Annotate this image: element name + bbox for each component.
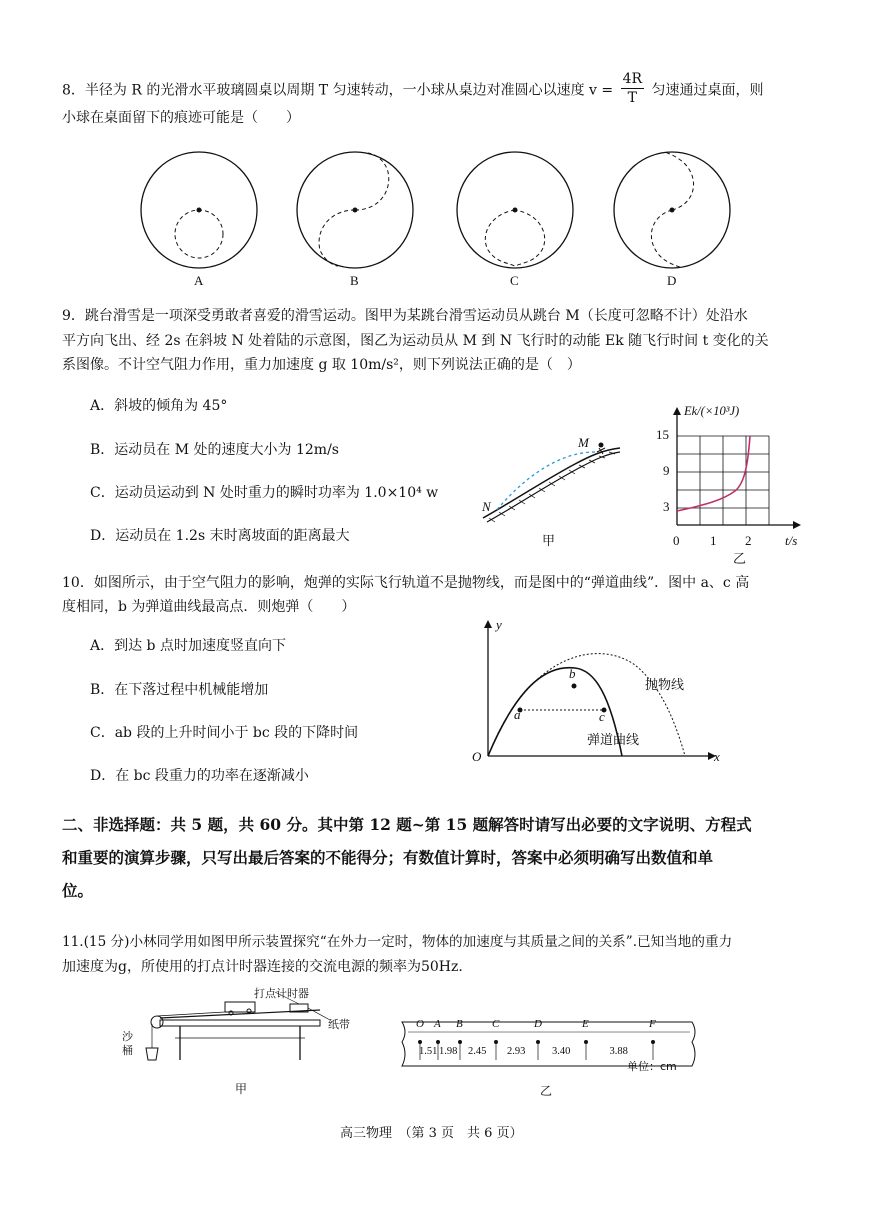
tape-label-e: E	[582, 1018, 589, 1030]
q8-label-d: D	[667, 273, 677, 288]
q8-circle-d	[614, 152, 730, 268]
q10-option-d: D．在 bc 段重力的功率在逐渐减小	[90, 768, 309, 784]
q8-label-b: B	[350, 273, 359, 288]
q11-tape-label: 纸带	[328, 1018, 350, 1031]
q8-circle-a	[141, 152, 257, 268]
section2-line3: 位。	[62, 881, 94, 900]
q9-ek-curve	[677, 436, 750, 511]
q11-caption-jia: 甲	[235, 1082, 248, 1096]
tape-label-o: O	[416, 1018, 424, 1030]
tape-distance: 2.93	[507, 1046, 526, 1057]
tape-label-a: A	[434, 1018, 441, 1030]
tape-distance: 1.98	[439, 1046, 458, 1057]
tape-distance: 3.40	[552, 1046, 571, 1057]
q10-axis-y: y	[496, 617, 502, 632]
q10-option-a: A．到达 b 点时加速度竖直向下	[90, 638, 286, 654]
q9-label-m: M	[578, 435, 589, 450]
q8-circle-b	[297, 152, 413, 268]
q10-origin: O	[472, 749, 482, 764]
q10-option-c: C．ab 段的上升时间小于 bc 段的下降时间	[90, 725, 359, 741]
q9-graph-xlabel: t/s	[785, 533, 798, 548]
q10-point-b: b	[569, 666, 576, 681]
section2-line1: 二、非选择题：共 5 题，共 60 分。其中第 12 题~第 15 题解答时请写出必要的文字说明、方程式	[62, 815, 752, 834]
q10-line1: 10．如图所示，由于空气阻力的影响，炮弹的实际飞行轨道不是抛物线，而是图中的“弹道曲线”．图中 a、c 高	[62, 575, 750, 591]
q9-option-a: A．斜坡的倾角为 45°	[90, 398, 228, 414]
q8-fraction	[621, 70, 644, 107]
q11-apparatus	[115, 990, 335, 1075]
q9-option-c: C．运动员运动到 N 处时重力的瞬时功率为 1.0×10⁴ w	[90, 485, 439, 501]
q9-option-b: B．运动员在 M 处的速度大小为 12m/s	[90, 442, 339, 458]
q11-caption-yi: 乙	[540, 1084, 553, 1098]
q9-xtick-1: 1	[710, 533, 717, 548]
q11-timer-label: 打点计时器	[254, 987, 309, 1000]
tape-label-c: C	[492, 1018, 500, 1030]
q9-ytick-3: 3	[663, 499, 670, 514]
q9-graph-ylabel: Ek/(×10³J)	[684, 404, 740, 418]
q8-text-a: 8．半径为 R 的光滑水平玻璃圆桌以周期 T 匀速转动，一小球从桌边对准圆心以速度 v =	[62, 82, 614, 99]
section2-line2: 和重要的演算步骤，只写出最后答案的不能得分；有数值计算时，答案中必须明确写出数值和单	[62, 848, 714, 867]
q8-label-a: A	[194, 273, 204, 288]
tape-label-d: D	[534, 1018, 542, 1030]
q9-ytick-15: 15	[656, 427, 669, 442]
q11-line2: 加速度为g，所使用的打点计时器连接的交流电源的频率为50Hz.	[62, 959, 463, 975]
q9-caption-jia: 甲	[542, 533, 556, 548]
q11-bucket-label: 沙桶	[122, 1030, 133, 1057]
q8-figures	[130, 150, 830, 295]
tape-label-f: F	[649, 1018, 656, 1030]
page-footer: 高三物理 （第 3 页 共 6 页）	[340, 1126, 523, 1141]
q8-label-c: C	[510, 273, 519, 288]
q10-option-b: B．在下落过程中机械能增加	[90, 682, 269, 698]
q9-caption-yi: 乙	[733, 551, 747, 566]
q9-label-n: N	[482, 499, 491, 514]
q10-axis-x: x	[714, 749, 720, 764]
q9-line1: 9．跳台滑雪是一项深受勇敢者喜爱的滑雪运动。图甲为某跳台滑雪运动员从跳台 M（长度可忽略不计）处沿水	[62, 308, 748, 324]
q8-frac-den: T	[627, 90, 637, 106]
q8-circle-c	[457, 152, 573, 268]
q10-trajectory-label: 弹道曲线	[587, 732, 640, 747]
q8-frac-num: 4R	[622, 71, 643, 87]
q8-line2: 小球在桌面留下的痕迹可能是（ ）	[62, 110, 300, 126]
tape-distance: 3.88	[609, 1046, 628, 1057]
q10-point-a: a	[514, 707, 521, 722]
q10-point-c: c	[599, 709, 605, 724]
q9-xtick-2: 2	[745, 533, 752, 548]
q9-ytick-9: 9	[663, 463, 670, 478]
tape-distance: 1.51	[419, 1046, 438, 1057]
q9-line2: 平方向飞出、经 2s 在斜坡 N 处着陆的示意图，图乙为运动员从 M 到 N 飞行时的动能 Ek 随飞行时间 t 变化的关	[62, 333, 769, 349]
q9-fig-jia	[475, 430, 625, 525]
q9-graph-grid	[677, 436, 769, 525]
q9-xtick-0: 0	[673, 533, 680, 548]
q10-parabola-label: 抛物线	[645, 677, 685, 692]
q9-line3: 系图像。不计空气阻力作用，重力加速度 g 取 10m/s²，则下列说法正确的是（ ）	[62, 357, 581, 373]
q8-line1	[62, 72, 763, 109]
q11-line1: 11.(15 分)小林同学用如图甲所示装置探究“在外力一定时，物体的加速度与其质量之间的关系”.已知当地的重力	[62, 934, 733, 950]
tape-distance: 2.45	[468, 1046, 487, 1057]
q8-text-b: 匀速通过桌面，则	[651, 82, 764, 99]
q10-line2: 度相同，b 为弹道曲线最高点．则炮弹（ ）	[62, 599, 356, 615]
q9-option-d: D．运动员在 1.2s 末时离坡面的距离最大	[90, 528, 350, 544]
tape-label-b: B	[456, 1018, 463, 1030]
q11-unit-label: 单位：cm	[627, 1060, 677, 1073]
